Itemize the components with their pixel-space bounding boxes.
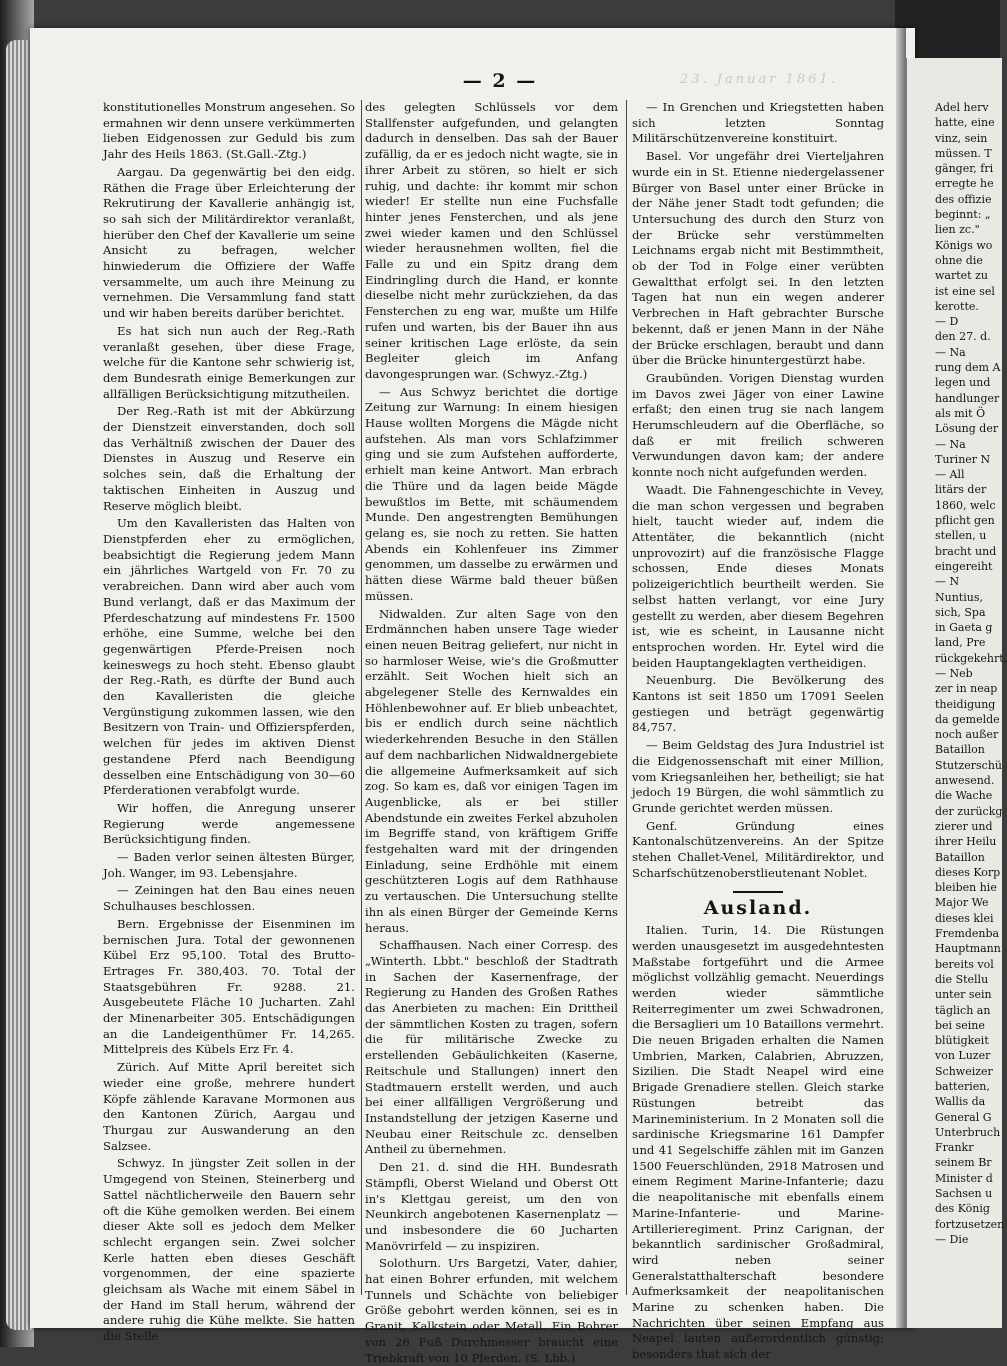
- article-paragraph: Den 21. d. sind die HH. Bundesrath Stämpfli, Oberst Wieland und Oberst Ott in's Klettgau gereist, um den von Neunkirch angebotenen Kasernenplatz — und insbesondere die 60 Jucharten Manövrirfeld — zu inspiziren.: [365, 1160, 618, 1253]
- page-number: — 2 —: [462, 70, 538, 92]
- adjacent-page-line: rückgekehrt.: [935, 651, 1007, 665]
- adjacent-page-line: müssen. T: [935, 146, 992, 160]
- article-paragraph: Aargau. Da gegenwärtig bei den eidg. Räthen die Frage über Erleichterung der Rekrutirung der Kavallerie anhängig ist, so sah sich der Militärdirektor veranlaßt, hierüber den Chef der Kavallerie um seine Ansicht zu befragen, welcher hinwiederum die Offiziere der Waffe versammelte, um auch ihre Meinung zu vernehmen. Die Versammlung fand statt und wir haben bereits darüber berichtet.: [103, 164, 355, 321]
- adjacent-page-line: da gemelde: [935, 712, 1000, 726]
- article-paragraph: — In Grenchen und Kriegstetten haben sich letzten Sonntag Militärschützenvereine konstituirt.: [632, 100, 884, 146]
- adjacent-page-line: Lösung der: [935, 422, 999, 436]
- article-paragraph: des gelegten Schlüssels vor dem Stallfenster aufgefunden, und gelangten dadurch in denselben. Das sah der Bauer zufällig, da er es jedoch nicht wagte, sie in ihrer Arbeit zu stören, so hielt er sich ruhig, und dachte: ihr kommt mir schon wieder! Er stellte nun eine Fuchsfalle hinter jenes Fensterchen, und als jene zwei wieder kamen und den Schlüssel wieder herausnehmen wollten, fiel die Falle zu und ein Spitz drang dem Eindringling durch die Hand, er konnte dieselbe nicht mehr zurückziehen, da das Fensterchen zu eng war, mußte um Hilfe rufen und warten, bis der Bauer ihn aus seiner kritischen Lage erlöste, da sein Begleiter gleich im Anfang davongesprungen war. (Schwyz.-Ztg.): [365, 100, 618, 381]
- adjacent-page-line: zierer und: [935, 819, 993, 833]
- adjacent-page-line: — Na: [935, 437, 966, 451]
- column-3: [632, 100, 884, 1362]
- adjacent-page-line: — Na: [935, 345, 966, 359]
- page-stack-edge: [6, 40, 32, 1330]
- article-paragraph: Neuenburg. Die Bevölkerung des Kantons ist seit 1850 um 17091 Seelen gestiegen und beträgt gegenwärtig 84,757.: [632, 673, 884, 735]
- adjacent-page-line: Adel herv: [935, 101, 989, 114]
- adjacent-page-line: seinem Br: [935, 1156, 992, 1170]
- adjacent-page-line: — N: [935, 575, 960, 589]
- adjacent-page-line: in Gaeta g: [935, 621, 993, 635]
- adjacent-page-line: pflicht gen: [935, 514, 995, 528]
- adjacent-page-line: als mit Ö: [935, 406, 986, 420]
- adjacent-page-line: batterien,: [935, 1080, 990, 1093]
- article-paragraph: — Baden verlor seinen ältesten Bürger, Joh. Wanger, im 93. Lebensjahre.: [103, 850, 355, 880]
- article-paragraph: Der Reg.-Rath ist mit der Abkürzung der Dienstzeit einverstanden, doch soll das Verhältniß zwischen der Dauer des Dienstes in Auszug und Reserve ein solches sein, daß die Erhaltung der taktischen Einheiten in Auszug und Reserve möglich bleibt.: [103, 404, 355, 513]
- adjacent-page-line: anwesend.: [935, 774, 995, 788]
- article-paragraph: Es hat sich nun auch der Reg.-Rath veranlaßt gesehen, über diese Frage, welche für die Kantone sehr schwierig ist, dem Bundesrath einige Bemerkungen zur allfälligen Berücksichtigung mitzutheilen.: [103, 323, 355, 401]
- adjacent-page-line: Bataillon: [935, 850, 985, 864]
- adjacent-page-line: hatte, eine: [935, 116, 995, 130]
- adjacent-page-line: Stutzerschü: [935, 758, 1002, 772]
- adjacent-page-line: ihrer Heilu: [935, 835, 997, 849]
- adjacent-page-line: dieses Korp: [935, 865, 1001, 879]
- adjacent-page-line: täglich an: [935, 1003, 991, 1017]
- column-rule-2: [626, 100, 627, 1295]
- article-paragraph: — Beim Geldstag des Jura Industriel ist die Eidgenossenschaft mit einer Million, vom Kriegsanleihen her, betheiligt; sie hat jedoch 19 Bürgen, die wohl sämmtlich zu Grunde gerichtet werden müssen.: [632, 738, 884, 815]
- adjacent-page-line: noch außer: [935, 728, 999, 742]
- adjacent-page-line: — D: [935, 315, 959, 329]
- adjacent-page-line: wartet zu: [935, 269, 988, 283]
- adjacent-page-line: Bataillon: [935, 743, 985, 757]
- article-paragraph: Basel. Vor ungefähr drei Vierteljahren wurde ein in St. Etienne niedergelassener Bürger von Basel unter einer Brücke in der Nähe jener Stadt todt gefunden; die Untersuchung des durch den Sturz von der Brücke sehr verstümmelten Leichnams ergab nicht mit Bestimmtheit, ob der Tod in Folge einer verübten Gewaltthat erfolgt sei. In den letzten Tagen hat nun ein wegen anderer Verbrechen in Haft gebrachter Bursche bekennt, daß er jenen Mann in der Nähe der Brücke erschlagen, beraubt und dann über die Brücke hinuntergestürzt habe.: [632, 149, 884, 368]
- article-paragraph: Bern. Ergebnisse der Eisenminen im bernischen Jura. Total der gewonnenen Kübel Erz 95,100. Total des Brutto-Ertrages Fr. 380,403. 70. Total der Staatsgebühren Fr. 9288. 21. Ausgebeutete Fläche 10 Jucharten. Zahl der Minenarbeiter 305. Entschädigungen an die Landeigenthümer Fr. 14,265. Mittelpreis des Kübels Erz Fr. 4.: [103, 916, 355, 1057]
- article-paragraph: Italien. Turin, 14. Die Rüstungen werden unausgesetzt im ausgedehntesten Maßstabe fortgeführt und die Armee möglichst vollzählig gemacht. Neuerdings werden wieder sämmtliche Reiterregimenter um zwei Schwadronen, die Bersaglieri um 10 Bataillons vermehrt. Die neuen Brigaden erhalten die Namen Umbrien, Marken, Calabrien, Abruzzen, Sizilien. Die Stadt Neapel wird eine Brigade Grenadiere stellen. Gleich starke Rüstungen betreibt das Marineministerium. In 2 Monaten soll die sardinische Kriegsmarine 161 Dampfer und 41 Segelschiffe zählen mit im Ganzen 1500 Feuerschlünden, 2918 Matrosen und einem Regiment Marine-Infanterie; dazu die neapolitanische mit ebenfalls einem Marine-Infanterie- und Marine-Artillerieregiment. Prinz Carignan, der bekanntlich sardinischer Großadmiral, wird neben seiner Generalstatthalterschaft besondere Aufmerksamkeit der neapolitanischen Marine zu schenken haben. Die Nachrichten über seinen Empfang aus Neapel lauten außerordentlich günstig; besonders that sich der: [632, 923, 884, 1362]
- column-1: [103, 100, 355, 1344]
- adjacent-page-line: Frankr: [935, 1141, 974, 1155]
- adjacent-page-line: beginnt: „: [935, 208, 991, 222]
- article-paragraph: Waadt. Die Fahnengeschichte in Vevey, die man schon vergessen und begraben hielt, taucht wieder auf, indem die Attentäter, die bekanntlich (nicht unprovozirt) auf die französische Flagge schossen, Ende dieses Monats polizeigerichtlich beurtheilt werden. Sie selbst hatten verlangt, vor eine Jury gestellt zu werden, aber diesem Begehren ist, wie es scheint, in Lausanne nicht entsprochen worden. Hr. Eytel wird die beiden Hauptangeklagten vertheidigen.: [632, 482, 884, 670]
- article-paragraph: Schwyz. In jüngster Zeit sollen in der Umgegend von Steinen, Steinerberg und Sattel nächtlicherweile den Bauern sehr oft die Kühe gemolken werden. Bei einem dieser Akte soll es jedoch dem Melker schlecht ergangen sein. Zwei solcher Kerle hatten eben dieses Geschäft vorgenommen, der eine spazierte gleichsam als Wache mit einem Säbel in der Hand im Stall herum, während der andere ruhig die Kühe melkte. Sie hatten die Stelle: [103, 1156, 355, 1344]
- adjacent-page-line: zer in neap: [935, 682, 998, 696]
- adjacent-page-line: rung dem A: [935, 361, 1001, 375]
- article-paragraph: Nidwalden. Zur alten Sage von den Erdmännchen haben unsere Tage wieder einen neuen Beitrag geliefert, nur nicht in so harmloser Weise, wie's die Großmutter erzählt. Seit Wochen hielt sich an abgelegener Stelle des Kernwaldes ein Höhlenbewohner auf. Er blieb unbeachtet, bis er endlich durch seine nächtlich wiederkehrenden Besuche in den Ställen auf dem nachbarlichen Nidwaldnergebiete die allgemeine Aufmerksamkeit auf sich zog. So kam es, daß vor einigen Tagen im Augenblicke, als er bei stiller Abendstunde ein zweites Ferkel abzuholen im Begriffe stand, von kräftigem Griffe festgehalten ward mit der dringenden Einladung, seine Erdhöhle mit einem geschützteren Logis auf dem Rathhause zu vertauschen. Die Untersuchung stellte ihn als einen Bürger der Gemeinde Kerns heraus.: [365, 606, 618, 935]
- adjacent-page-line: fortzusetzen: [935, 1217, 1005, 1231]
- adjacent-page-line: land, Pre: [935, 636, 986, 650]
- adjacent-page-line: den 27. d.: [935, 330, 991, 344]
- adjacent-page-line: vinz, sein: [935, 131, 988, 145]
- adjacent-page-line: ist eine sel: [935, 284, 995, 298]
- article-paragraph: Genf. Gründung eines Kantonalschützenvereins. An der Spitze stehen Challet-Venel, Militärdirektor, und Scharfschützenoberstlieutenant Noblet.: [632, 818, 884, 880]
- adjacent-page-line: sich, Spa: [935, 605, 986, 619]
- adjacent-page-line: bleiben hie: [935, 881, 997, 895]
- adjacent-page-line: handlunger: [935, 391, 1000, 405]
- adjacent-page-line: dieses klei: [935, 911, 994, 925]
- adjacent-page-line: bracht und: [935, 544, 997, 558]
- adjacent-page-line: des offizie: [935, 192, 992, 206]
- adjacent-page-line: der zurückg: [935, 804, 1003, 818]
- adjacent-page-line: 1860, welc: [935, 498, 996, 512]
- adjacent-page-line: eingereiht: [935, 559, 993, 573]
- article-paragraph: Graubünden. Vorigen Dienstag wurden im Davos zwei Jäger von einer Lawine erfaßt; den einen trug sie nach langem Herumschleudern auf die Oberfläche, so daß er mit freilich schweren Verwundungen davon kam; der andere konnte noch nicht aufgefunden werden.: [632, 370, 884, 480]
- article-paragraph: Schaffhausen. Nach einer Corresp. des „Winterth. Lbbt." beschloß der Stadtrath in Sachen der Kasernenfrage, der Regierung zu Handen des Großen Rathes das Anerbieten zu machen: Ein Drittheil der sämmtlichen Kosten zu tragen, sofern die für militärische Zwecke zu erstellenden Gebäulichkeiten (Kaserne, Reitschule und Stallungen) innert den Stadtmauern erstellt werden, und auch bei einer allfälligen Vergrößerung und Instandstellung der jetzigen Kaserne und Neubau einer Reitschule zc. denselben Antheil zu übernehmen.: [365, 938, 618, 1157]
- adjacent-page-line: die Wache: [935, 789, 993, 803]
- adjacent-page-line: Hauptmann: [935, 942, 1001, 956]
- adjacent-page-line: Schweizer: [935, 1064, 993, 1078]
- adjacent-page-line: Major We: [935, 896, 989, 910]
- adjacent-page-line: ohne die: [935, 253, 983, 267]
- adjacent-page-line: kerotte.: [935, 299, 979, 313]
- section-divider: [733, 891, 783, 893]
- adjacent-page-line: erregte he: [935, 177, 994, 191]
- adjacent-page-line: Sachsen u: [935, 1187, 993, 1201]
- adjacent-page-line: gänger, fri: [935, 162, 994, 176]
- adjacent-page-line: des König: [935, 1202, 990, 1216]
- adjacent-page-line: — All: [935, 468, 965, 482]
- adjacent-page-line: legen und: [935, 376, 991, 390]
- adjacent-page-line: bei seine: [935, 1018, 985, 1032]
- article-paragraph: Zürich. Auf Mitte April bereitet sich wieder eine große, mehrere hundert Köpfe zählende Karavane Mormonen aus den Kantonen Zürich, Aargau und Thurgau zur Auswanderung an den Salzsee.: [103, 1060, 355, 1153]
- adjacent-page-line: lien zc.": [935, 223, 980, 237]
- adjacent-page-line: bereits vol: [935, 957, 994, 971]
- adjacent-page-line: unter sein: [935, 988, 992, 1002]
- bleed-through-header: 23. Januar 1861.: [680, 72, 838, 87]
- article-paragraph: konstitutionelles Monstrum angesehen. So ermahnen wir denn unsere verkümmerten lieben Eidgenossen zur Geduld bis zum Jahr des Heils 1863. (St.Gall.-Ztg.): [103, 100, 355, 162]
- adjacent-page-line: Wallis da: [935, 1095, 986, 1109]
- adjacent-page-line: blütigkeit: [935, 1034, 989, 1048]
- adjacent-page-line: Nuntius,: [935, 590, 983, 604]
- adjacent-page-line: stellen, u: [935, 529, 987, 543]
- adjacent-page-line: Minister d: [935, 1171, 993, 1185]
- adjacent-page-line: Fremdenba: [935, 927, 1000, 941]
- adjacent-page-line: Königs wo: [935, 238, 993, 252]
- section-heading-ausland: Ausland.: [703, 897, 813, 920]
- column-rule-1: [361, 100, 362, 1295]
- adjacent-page-line: Unterbruch: [935, 1125, 1001, 1139]
- adjacent-page-line: von Luzer: [935, 1049, 991, 1063]
- article-paragraph: Wir hoffen, die Anregung unserer Regierung werde angemessene Berücksichtigung finden.: [103, 800, 355, 847]
- column-4-adjacent-page: [935, 100, 1007, 1300]
- article-paragraph: Solothurn. Urs Bargetzi, Vater, dahier, hat einen Bohrer erfunden, mit welchem Tunnels und Schächte von beliebiger Größe gebohrt werden können, sei es in Granit, Kalkstein oder Metall. Ein Bohrer von 26 Fuß Durchmesser braucht eine Triebkraft von 10 Pferden. (S. Lbb.): [365, 1256, 618, 1365]
- adjacent-page-line: — Die: [935, 1232, 969, 1246]
- article-paragraph: Um den Kavalleristen das Halten von Dienstpferden eher zu ermöglichen, beabsichtigt die Regierung jedem Mann ein jährliches Wartgeld von Fr. 70 zu verabreichen. Dann wird aber auch vom Bund verlangt, daß er das Maximum der Pferdeschatzung auf mindestens Fr. 1500 erhöhe, eine Summe, welche bei den gegenwärtigen Pferde-Preisen noch keineswegs zu hoch steht. Ebenso glaubt der Reg.-Rath, es dürfte der Bund auch den Kavalleristen die gleiche Vergünstigung zukommen lassen, wie den Besitzern von Train- und Offizierspferden, welchen für jedes im aktiven Dienst gestandene Pferd nach Beendigung desselben eine Entschädigung von 30—60 Pferderationen verabfolgt wurde.: [103, 516, 355, 798]
- adjacent-page-line: Turiner N: [935, 452, 991, 466]
- article-paragraph: — Aus Schwyz berichtet die dortige Zeitung zur Warnung: In einem hiesigen Hause wollten Morgens die Mägde nicht aufstehen. Als man vors Schlafzimmer ging und sie zum Aufstehen aufforderte, erhielt man keine Antwort. Man erbrach die Thüre und da lagen beide Mägde bewußtlos im Bette, mit schäumendem Munde. Den angestrengten Bemühungen gelang es, sie noch zu retten. Sie hatten Abends ein Kohlenfeuer ins Zimmer genommen, um dasselbe zu erwärmen und hätten diese Wärme bald theuer büßen müssen.: [365, 384, 618, 603]
- adjacent-page-line: General G: [935, 1110, 992, 1124]
- adjacent-page-line: litärs der: [935, 483, 987, 497]
- article-paragraph: — Zeiningen hat den Bau eines neuen Schulhauses beschlossen.: [103, 883, 355, 914]
- column-2: [365, 100, 618, 1365]
- adjacent-page-line: theidigung: [935, 697, 996, 711]
- adjacent-page-line: — Neb: [935, 666, 973, 680]
- adjacent-page-line: die Stellu: [935, 972, 989, 986]
